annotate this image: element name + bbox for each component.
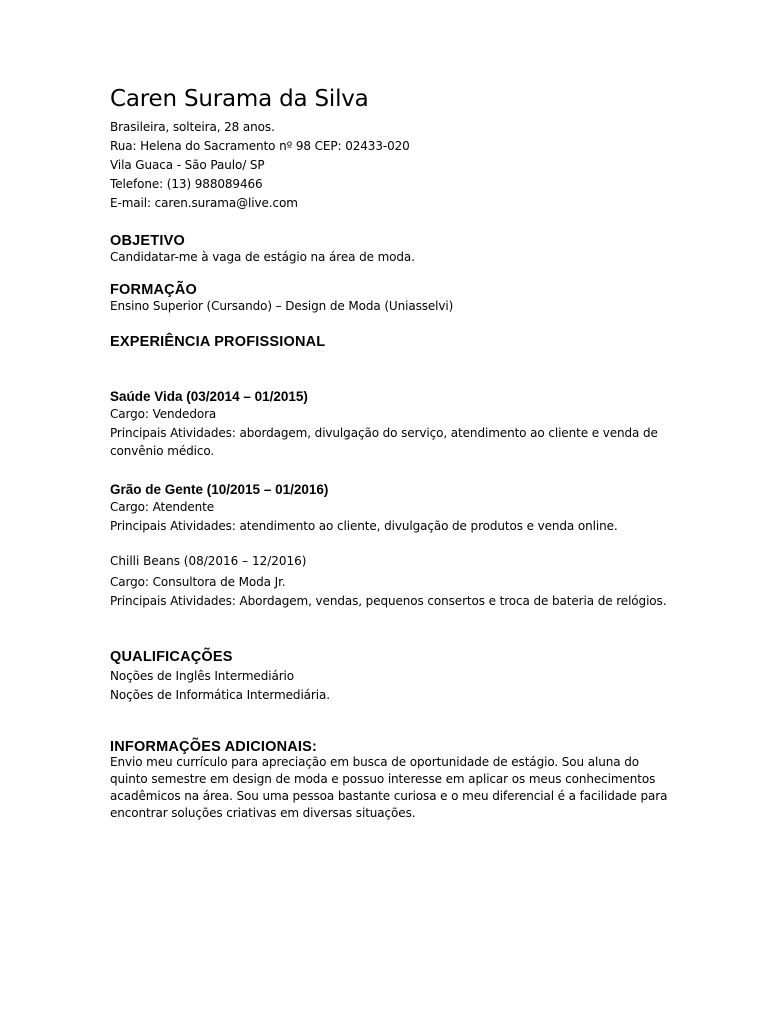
job-activities: Principais Atividades: abordagem, divulgação do serviço, atendimento ao cliente e venda de: [110, 426, 658, 440]
adicionais-text-line: encontrar soluções criativas em diversas situações.: [110, 806, 416, 820]
job-title-grao-de-gente: Grão de Gente (10/2015 – 01/2016): [110, 482, 329, 497]
objetivo-text: Candidatar-me à vaga de estágio na área de moda.: [110, 250, 415, 264]
formacao-heading: FORMAÇÃO: [110, 282, 197, 298]
phone-line: Telefone: (13) 988089466: [110, 177, 263, 191]
job-cargo: Cargo: Consultora de Moda Jr.: [110, 575, 286, 589]
job-cargo: Cargo: Vendedora: [110, 407, 217, 421]
qualificacoes-heading: QUALIFICAÇÕES: [110, 649, 233, 665]
job-activities-cont: convênio médico.: [110, 444, 215, 458]
adicionais-text-line: quinto semestre em design de moda e possuo interesse em aplicar os meus conhecimentos: [110, 772, 656, 786]
personal-info-line: Brasileira, solteira, 28 anos.: [110, 120, 275, 134]
qualificacao-item: Noções de Informática Intermediária.: [110, 688, 330, 702]
qualificacao-item: Noções de Inglês Intermediário: [110, 669, 295, 683]
address-line: Rua: Helena do Sacramento nº 98 CEP: 02433-020: [110, 139, 410, 153]
job-activities: Principais Atividades: Abordagem, vendas, pequenos consertos e troca de bateria de relógios.: [110, 594, 667, 608]
job-title-chilli-beans: Chilli Beans (08/2016 – 12/2016): [110, 554, 307, 568]
objetivo-heading: OBJETIVO: [110, 233, 185, 249]
job-title-saude-vida: Saúde Vida (03/2014 – 01/2015): [110, 389, 308, 404]
job-activities: Principais Atividades: atendimento ao cliente, divulgação de produtos e venda online.: [110, 519, 618, 533]
adicionais-heading: INFORMAÇÕES ADICIONAIS:: [110, 739, 318, 755]
email-line: E-mail: caren.surama@live.com: [110, 196, 298, 210]
candidate-name: Caren Surama da Silva: [110, 86, 369, 112]
adicionais-text-line: Envio meu currículo para apreciação em busca de oportunidade de estágio. Sou aluna do: [110, 755, 639, 769]
experiencia-heading: EXPERIÊNCIA PROFISSIONAL: [110, 334, 326, 350]
adicionais-text-line: acadêmicos na área. Sou uma pessoa bastante curiosa e o meu diferencial é a facilidade para: [110, 789, 668, 803]
formacao-text: Ensino Superior (Cursando) – Design de Moda (Uniasselvi): [110, 299, 454, 313]
city-line: Vila Guaca - São Paulo/ SP: [110, 158, 265, 172]
job-cargo: Cargo: Atendente: [110, 500, 215, 514]
